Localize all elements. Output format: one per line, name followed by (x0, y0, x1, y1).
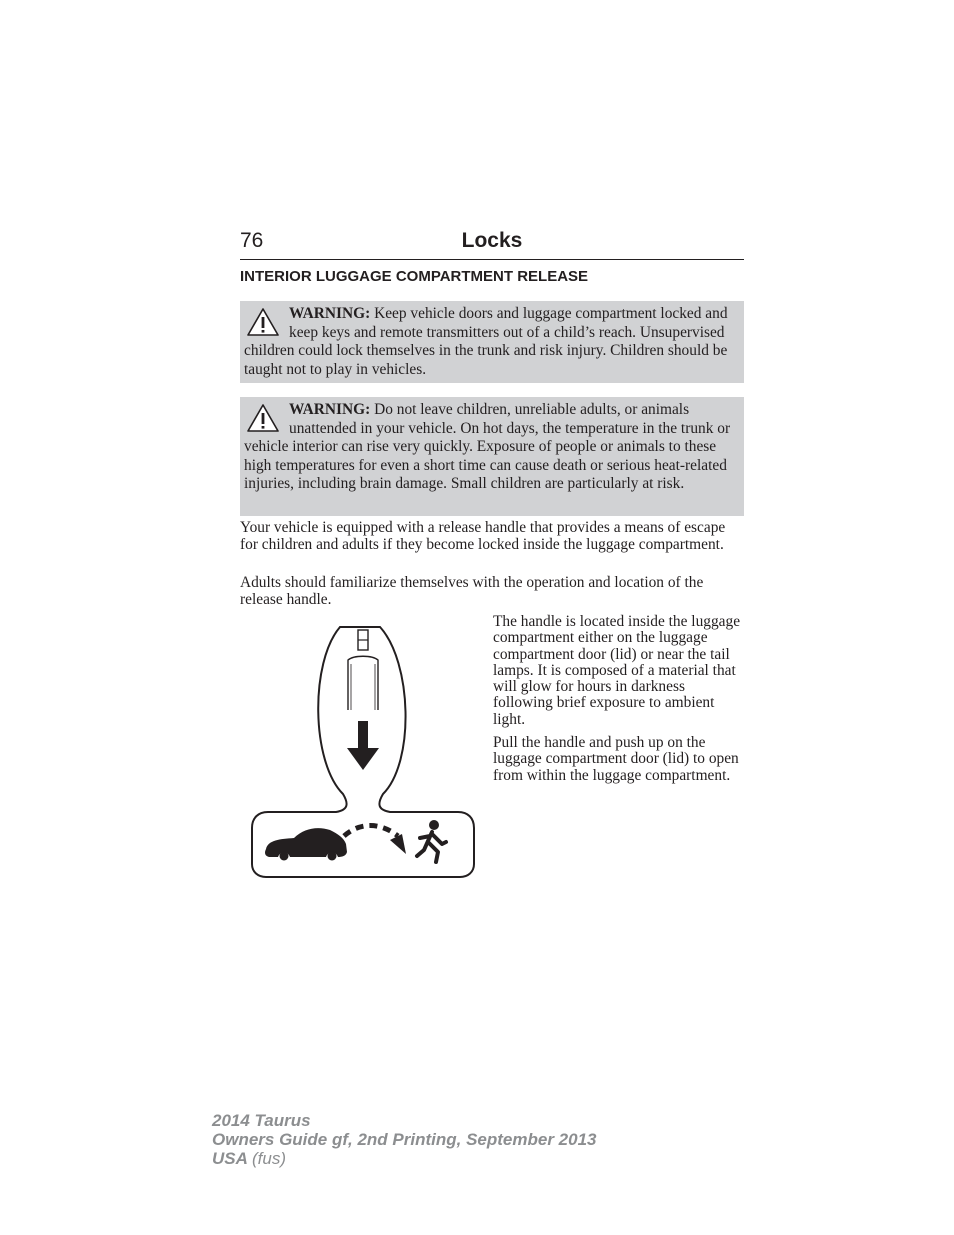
section-heading: INTERIOR LUGGAGE COMPARTMENT RELEASE (240, 268, 589, 285)
warning-triangle-icon (246, 403, 280, 433)
warning-label: WARNING: (289, 401, 371, 418)
page-number: 76 (240, 229, 264, 252)
warning-box-2 (240, 397, 744, 516)
footer-region (212, 1149, 596, 1168)
paragraph-release-handle: Your vehicle is equipped with a release handle that provides a means of escape for children and adults if they become locked inside the luggage compartment. (240, 519, 726, 553)
paragraph-familiarize: Adults should familiarize themselves with the operation and location of the release handle. (240, 574, 704, 608)
header-divider (240, 259, 744, 260)
footer (212, 1111, 596, 1168)
warning-text: Keep vehicle doors and luggage compartment locked and keep keys and remote transmitters out of a child’s reach. Unsupervised children could lock themselves in the trunk and risk injury. Children should be taught not to play in vehicles. (244, 305, 728, 378)
footer-model: 2014 Taurus (212, 1111, 311, 1130)
page-title: Locks (461, 229, 523, 252)
warning-label: WARNING: (289, 305, 371, 322)
warning-triangle-icon (246, 307, 280, 337)
paragraph-handle-location: The handle is located inside the luggage compartment either on the luggage compartment door (lid) or near the tail lamps. It is composed of a material that will glow for hours in darkness following brief exposure to ambient light. (493, 613, 741, 728)
paragraph-pull-handle: Pull the handle and push up on the luggage compartment door (lid) to open from within the luggage compartment. (493, 734, 739, 784)
footer-guide-info: Owners Guide gf, 2nd Printing, September 2013 (212, 1130, 597, 1149)
footer-market-code: (fus) (252, 1149, 286, 1168)
warning-text: Do not leave children, unreliable adults, or animals unattended in your vehicle. On hot days, the temperature in the trunk or vehicle interior can rise very quickly. Exposure of people or animals to these high temperatures for even a short time can cause death or serious heat-related injuries, including brain damage. Small children are particularly at risk. (244, 401, 731, 493)
warning-box-1 (240, 301, 744, 383)
footer-market: USA (212, 1149, 248, 1168)
release-handle-illustration (250, 622, 476, 880)
